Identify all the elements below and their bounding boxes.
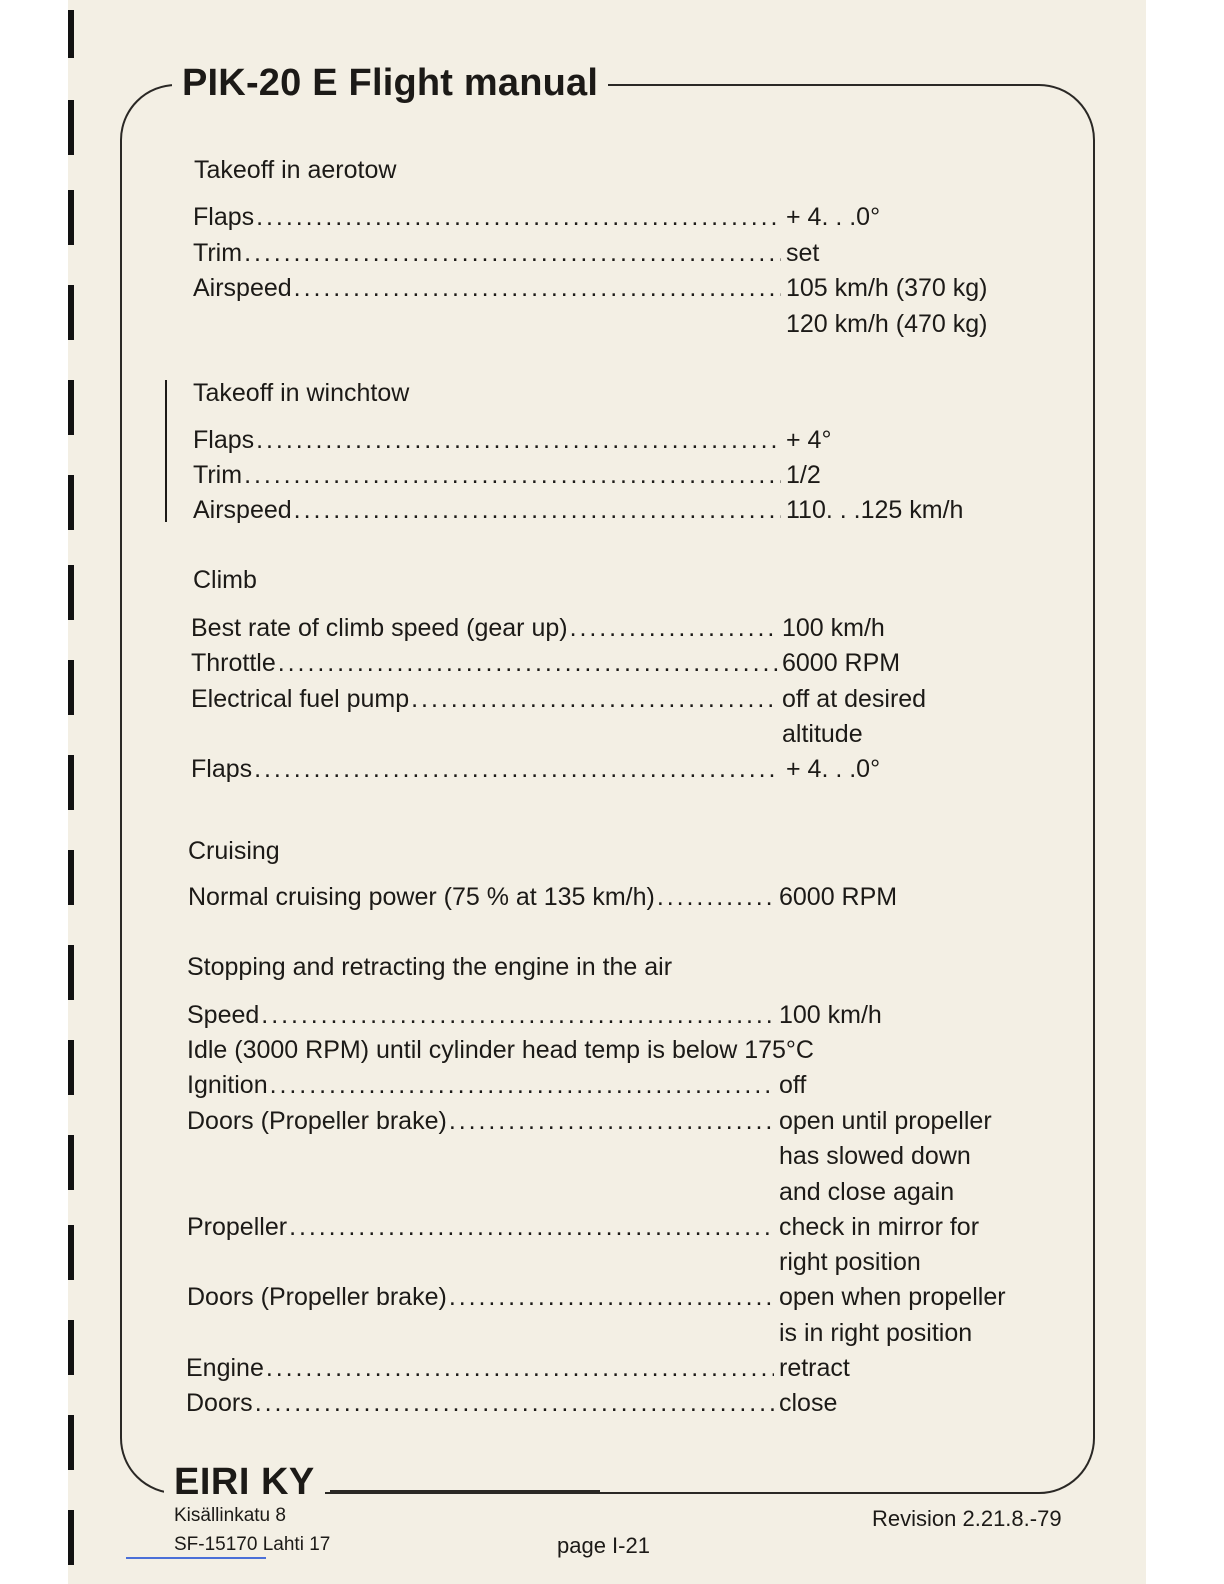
item-value: 105 km/h (370 kg) <box>786 274 988 302</box>
binding-mark <box>68 1225 74 1280</box>
checklist-row-winchtow-trim <box>193 458 783 493</box>
dot-leader <box>657 880 776 915</box>
item-label: Flaps <box>193 426 255 454</box>
binding-mark <box>68 10 74 58</box>
revision-change-bar <box>165 380 167 522</box>
item-label: Flaps <box>191 755 253 783</box>
item-value: 100 km/h <box>779 1001 882 1029</box>
checklist-row-stopping-doors-brake <box>187 1104 777 1139</box>
page-title: PIK-20 E Flight manual <box>172 58 608 108</box>
item-value-continued: 120 km/h (470 kg) <box>786 310 988 338</box>
checklist-row-winchtow-flaps <box>193 423 783 458</box>
item-label: Airspeed <box>193 274 292 302</box>
address-street: Kisällinkatu 8 <box>174 1505 286 1526</box>
item-value: close <box>779 1389 838 1417</box>
item-value: open when propeller <box>779 1283 1006 1311</box>
item-value: 6000 RPM <box>779 883 898 911</box>
item-value-continued: altitude <box>782 720 863 748</box>
section-heading-stopping: Stopping and retracting the engine in the air <box>187 953 673 981</box>
item-value: set <box>786 239 820 267</box>
binding-mark <box>68 755 74 810</box>
item-label: Propeller <box>187 1213 288 1241</box>
dot-leader <box>449 1104 775 1139</box>
scan-underline <box>126 1557 266 1559</box>
binding-mark <box>68 660 74 715</box>
checklist-row-climb-throttle <box>191 646 781 681</box>
dot-leader <box>294 271 781 306</box>
checklist-row-cruising-power <box>188 880 778 915</box>
checklist-row-stopping-speed <box>187 998 777 1033</box>
item-label: Trim <box>193 239 243 267</box>
binding-mark <box>68 100 74 155</box>
dot-leader <box>244 236 781 271</box>
dot-leader <box>449 1280 775 1315</box>
dot-leader <box>270 1068 775 1103</box>
item-value: off <box>779 1071 807 1099</box>
binding-mark <box>68 190 74 245</box>
dot-leader <box>294 493 781 528</box>
item-label: Electrical fuel pump <box>191 685 410 713</box>
section-heading-climb: Climb <box>193 566 257 594</box>
binding-mark <box>68 1320 74 1375</box>
item-label: Normal cruising power (75 % at 135 km/h) <box>188 883 655 911</box>
item-label: Doors (Propeller brake) <box>187 1283 447 1311</box>
item-label: Ignition <box>187 1071 268 1099</box>
dot-leader <box>244 458 781 493</box>
dot-leader <box>254 752 779 787</box>
item-value-continued: right position <box>779 1248 921 1276</box>
checklist-row-aerotow-flaps <box>193 200 783 235</box>
checklist-row-aerotow-airspeed <box>193 271 783 306</box>
dot-leader <box>256 200 781 235</box>
checklist-row-stopping-doors-open <box>187 1280 777 1315</box>
checklist-row-stopping-propeller <box>187 1210 777 1245</box>
brand-rule <box>330 1490 600 1492</box>
brand-block <box>164 1458 325 1506</box>
dot-leader <box>570 611 779 646</box>
item-value-continued: and close again <box>779 1178 955 1206</box>
brand-name: EIRI KY <box>174 1461 315 1503</box>
dot-leader <box>255 1386 774 1421</box>
binding-mark <box>68 565 74 620</box>
dot-leader <box>256 423 781 458</box>
item-label: Trim <box>193 461 243 489</box>
binding-mark <box>68 945 74 1000</box>
dot-leader <box>278 646 779 681</box>
item-value: 100 km/h <box>782 614 885 642</box>
checklist-row-climb-fuel-pump <box>191 682 781 717</box>
binding-mark <box>68 285 74 340</box>
item-label: Flaps <box>193 203 255 231</box>
checklist-row-climb-flaps <box>191 752 781 787</box>
dot-leader <box>411 682 779 717</box>
binding-mark <box>68 1135 74 1190</box>
item-value: open until propeller <box>779 1107 992 1135</box>
dot-leader <box>289 1210 775 1245</box>
address-city: SF-15170 Lahti 17 <box>174 1534 331 1555</box>
item-value: check in mirror for <box>779 1213 980 1241</box>
item-value: retract <box>779 1354 850 1382</box>
item-value: + 4° <box>786 426 832 454</box>
binding-mark <box>68 1510 74 1565</box>
item-value: + 4. . .0° <box>786 755 881 783</box>
item-label: Throttle <box>191 649 276 677</box>
binding-mark <box>68 475 74 530</box>
item-value: 6000 RPM <box>782 649 901 677</box>
checklist-row-stopping-doors-close <box>186 1386 776 1421</box>
section-heading-cruising: Cruising <box>188 837 280 865</box>
item-value-continued: is in right position <box>779 1319 973 1347</box>
idle-note: Idle (3000 RPM) until cylinder head temp is below 175°C <box>187 1036 814 1064</box>
item-label: Doors (Propeller brake) <box>187 1107 447 1135</box>
dot-leader <box>261 998 775 1033</box>
checklist-row-climb-best-rate <box>191 611 781 646</box>
item-label: Doors <box>186 1389 253 1417</box>
item-label: Speed <box>187 1001 260 1029</box>
binding-mark <box>68 1040 74 1095</box>
item-value: 110. . .125 km/h <box>786 496 964 524</box>
item-value: 1/2 <box>786 461 821 489</box>
dot-leader <box>266 1351 774 1386</box>
checklist-row-stopping-engine <box>186 1351 776 1386</box>
checklist-row-aerotow-trim <box>193 236 783 271</box>
item-label: Best rate of climb speed (gear up) <box>191 614 568 642</box>
binding-mark <box>68 850 74 905</box>
item-label: Airspeed <box>193 496 292 524</box>
revision-label: Revision 2.21.8.-79 <box>872 1506 1062 1531</box>
item-value: off at desired <box>782 685 927 713</box>
item-value-continued: has slowed down <box>779 1142 971 1170</box>
item-label: Engine <box>186 1354 264 1382</box>
binding-mark <box>68 380 74 435</box>
checklist-row-winchtow-airspeed <box>193 493 783 528</box>
page-number: page I-21 <box>557 1533 650 1558</box>
item-value: + 4. . .0° <box>786 203 881 231</box>
section-heading-aerotow: Takeoff in aerotow <box>194 156 397 184</box>
checklist-row-stopping-ignition <box>187 1068 777 1103</box>
binding-mark <box>68 1415 74 1470</box>
section-heading-winchtow: Takeoff in winchtow <box>193 379 410 407</box>
